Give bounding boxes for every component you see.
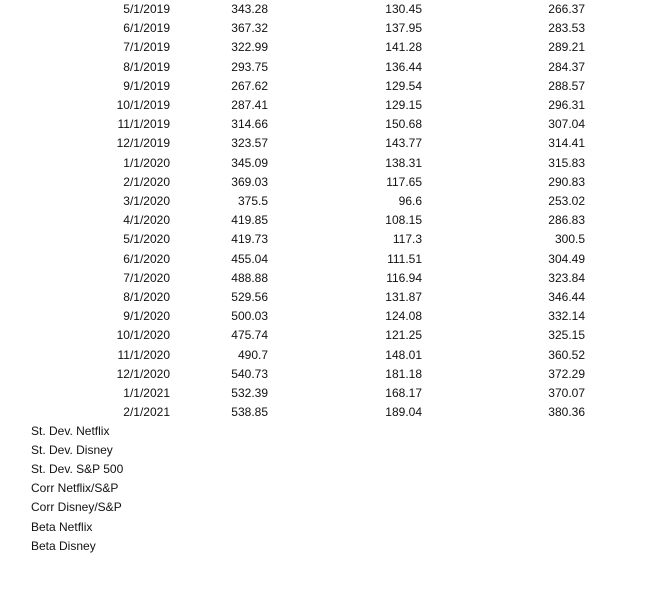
disney-price-cell[interactable]: 181.18	[385, 366, 422, 381]
date-cell[interactable]: 10/1/2019	[116, 98, 170, 112]
sp500-price-cell[interactable]: 286.83	[548, 213, 585, 228]
netflix-price-cell[interactable]: 532.39	[231, 386, 268, 400]
sp500-price-cell[interactable]: 380.36	[548, 405, 585, 420]
netflix-price-cell[interactable]: 375.5	[237, 194, 268, 208]
disney-price-cell[interactable]: 150.68	[385, 117, 422, 132]
table-row	[0, 269, 665, 288]
date-cell[interactable]: 12/1/2020	[116, 366, 170, 381]
stat-label[interactable]: Corr Netflix/S&P	[31, 481, 119, 496]
sp500-price-cell[interactable]: 290.83	[548, 174, 585, 189]
table-row	[0, 365, 665, 384]
sp500-price-cell[interactable]: 315.83	[548, 155, 585, 170]
netflix-price-cell[interactable]: 500.03	[231, 309, 268, 324]
disney-price-cell[interactable]: 111.51	[387, 251, 422, 266]
netflix-price-cell[interactable]: 490.7	[237, 347, 268, 362]
date-cell[interactable]: 1/1/2020	[123, 155, 170, 170]
table-row	[0, 0, 665, 19]
netflix-price-cell[interactable]: 455.04	[231, 251, 268, 266]
disney-price-cell[interactable]: 117.3	[392, 232, 422, 247]
disney-price-cell[interactable]: 136.44	[385, 59, 422, 74]
stat-label[interactable]: St. Dev. Disney	[31, 442, 113, 457]
disney-price-cell[interactable]: 131.87	[385, 290, 422, 304]
disney-price-cell[interactable]: 116.94	[386, 270, 422, 285]
netflix-price-cell[interactable]: 540.73	[231, 366, 268, 381]
disney-price-cell[interactable]: 148.01	[385, 347, 422, 362]
date-cell[interactable]: 4/1/2020	[123, 213, 170, 228]
table-row	[0, 230, 665, 249]
date-cell[interactable]: 11/1/2020	[117, 347, 170, 362]
sp500-price-cell[interactable]: 253.02	[548, 194, 585, 208]
netflix-price-cell[interactable]: 369.03	[231, 174, 268, 189]
disney-price-cell[interactable]: 129.54	[385, 78, 422, 93]
disney-price-cell[interactable]: 96.6	[398, 194, 422, 208]
stat-label[interactable]: St. Dev. Netflix	[31, 423, 110, 438]
table-row	[0, 173, 665, 192]
sp500-price-cell[interactable]: 325.15	[548, 328, 585, 343]
disney-price-cell[interactable]: 117.65	[386, 174, 422, 189]
table-row	[0, 115, 665, 134]
table-row	[0, 58, 665, 77]
netflix-price-cell[interactable]: 323.57	[231, 136, 268, 151]
stat-label[interactable]: Beta Netflix	[31, 519, 93, 534]
netflix-price-cell[interactable]: 293.75	[231, 59, 268, 74]
date-cell[interactable]: 11/1/2019	[117, 117, 170, 132]
date-cell[interactable]: 8/1/2019	[123, 59, 170, 74]
date-cell[interactable]: 6/1/2020	[123, 251, 170, 266]
date-cell[interactable]: 5/1/2019	[123, 2, 170, 16]
table-row	[0, 192, 665, 211]
date-cell[interactable]: 9/1/2020	[123, 309, 170, 324]
disney-price-cell[interactable]: 168.17	[385, 386, 422, 400]
sp500-price-cell[interactable]: 372.29	[548, 366, 585, 381]
date-cell[interactable]: 3/1/2020	[123, 194, 170, 208]
table-row	[0, 403, 665, 422]
date-cell[interactable]: 6/1/2019	[123, 21, 170, 36]
date-cell[interactable]: 9/1/2019	[123, 78, 170, 93]
netflix-price-cell[interactable]: 267.62	[231, 78, 268, 93]
netflix-price-cell[interactable]: 529.56	[231, 290, 268, 304]
sp500-price-cell[interactable]: 296.31	[548, 98, 585, 112]
netflix-price-cell[interactable]: 419.73	[231, 232, 268, 247]
date-cell[interactable]: 5/1/2020	[123, 232, 170, 247]
disney-price-cell[interactable]: 124.08	[385, 309, 422, 324]
disney-price-cell[interactable]: 141.28	[385, 40, 422, 55]
date-cell[interactable]: 2/1/2021	[123, 405, 170, 420]
netflix-price-cell[interactable]: 343.28	[231, 2, 268, 16]
table-row	[0, 38, 665, 57]
table-row	[0, 346, 665, 365]
netflix-price-cell[interactable]: 419.85	[231, 213, 268, 228]
table-row	[0, 77, 665, 96]
sp500-price-cell[interactable]: 314.41	[548, 136, 585, 151]
netflix-price-cell[interactable]: 475.74	[231, 328, 268, 343]
sp500-price-cell[interactable]: 332.14	[548, 309, 585, 324]
stat-label[interactable]: Beta Disney	[31, 538, 96, 553]
table-row	[0, 96, 665, 115]
table-row	[0, 134, 665, 153]
disney-price-cell[interactable]: 189.04	[385, 405, 422, 420]
disney-price-cell[interactable]: 143.77	[385, 136, 422, 151]
netflix-price-cell[interactable]: 367.32	[231, 21, 268, 36]
sp500-price-cell[interactable]: 289.21	[548, 40, 585, 55]
date-cell[interactable]: 7/1/2020	[123, 270, 170, 285]
stat-label[interactable]: Corr Disney/S&P	[31, 500, 122, 515]
sp500-price-cell[interactable]: 284.37	[548, 59, 585, 74]
table-row	[0, 326, 665, 345]
sp500-price-cell[interactable]: 266.37	[548, 2, 585, 16]
date-cell[interactable]: 7/1/2019	[123, 40, 170, 55]
sp500-price-cell[interactable]: 288.57	[548, 78, 585, 93]
date-cell[interactable]: 8/1/2020	[123, 290, 170, 304]
netflix-price-cell[interactable]: 314.66	[231, 117, 268, 132]
sp500-price-cell[interactable]: 304.49	[548, 251, 585, 266]
table-row	[0, 384, 665, 403]
netflix-price-cell[interactable]: 287.41	[231, 98, 268, 112]
date-cell[interactable]: 1/1/2021	[123, 386, 170, 400]
sp500-price-cell[interactable]: 323.84	[548, 270, 585, 285]
disney-price-cell[interactable]: 137.95	[385, 21, 422, 36]
table-row	[0, 19, 665, 38]
disney-price-cell[interactable]: 121.25	[385, 328, 422, 343]
table-row	[0, 211, 665, 230]
stat-label[interactable]: St. Dev. S&P 500	[31, 461, 124, 476]
sp500-price-cell[interactable]: 300.5	[554, 232, 585, 247]
sp500-price-cell[interactable]: 346.44	[548, 290, 585, 304]
date-cell[interactable]: 10/1/2020	[116, 328, 170, 343]
date-cell[interactable]: 12/1/2019	[116, 136, 170, 151]
sp500-price-cell[interactable]: 360.52	[548, 347, 585, 362]
netflix-price-cell[interactable]: 322.99	[231, 40, 268, 55]
table-row	[0, 250, 665, 269]
table-row	[0, 307, 665, 326]
netflix-price-cell[interactable]: 488.88	[231, 270, 268, 285]
table-row	[0, 154, 665, 173]
disney-price-cell[interactable]: 138.31	[385, 155, 422, 170]
table-row	[0, 288, 665, 307]
disney-price-cell[interactable]: 129.15	[385, 98, 422, 112]
sp500-price-cell[interactable]: 307.04	[548, 117, 585, 132]
disney-price-cell[interactable]: 130.45	[385, 2, 422, 16]
netflix-price-cell[interactable]: 345.09	[231, 155, 268, 170]
sp500-price-cell[interactable]: 283.53	[548, 21, 585, 36]
disney-price-cell[interactable]: 108.15	[385, 213, 422, 228]
sp500-price-cell[interactable]: 370.07	[548, 386, 585, 400]
date-cell[interactable]: 2/1/2020	[123, 174, 170, 189]
netflix-price-cell[interactable]: 538.85	[231, 405, 268, 420]
